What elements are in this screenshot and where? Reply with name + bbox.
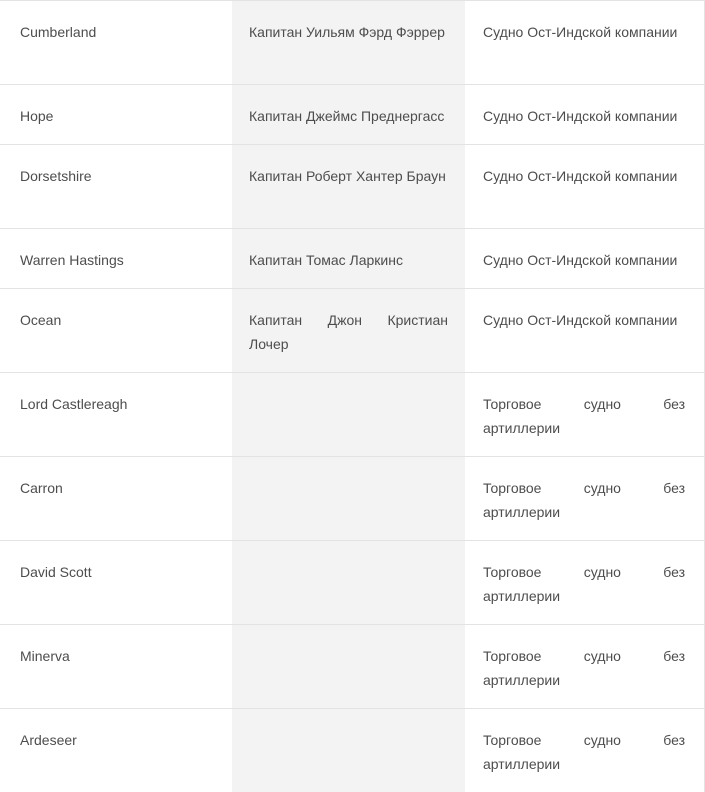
ship-type-cell: Судно Ост-Индской компании [483,312,678,328]
ship-type-cell: Судно Ост-Индской компании [483,24,678,40]
ship-name-cell: Minerva [20,648,70,664]
table-row [0,84,704,144]
ship-name-cell: Ardeseer [20,732,77,748]
ship-name-cell: Ocean [20,312,62,328]
ship-type-cell: Судно Ост-Индской компании [483,168,678,184]
captain-cell [232,541,465,624]
captain-cell: Капитан Уильям Фэрд Фэррер [249,24,445,40]
captain-cell [232,373,465,456]
ship-name-cell: Lord Castlereagh [20,396,128,412]
table-row [0,288,704,372]
table-row [0,540,704,624]
ship-name-cell: Hope [20,108,54,124]
captain-cell: Капитан Джеймс Преднергасс [249,108,445,124]
ship-type-cell: Торговое судно без артиллерии [483,396,685,436]
table-row [0,456,704,540]
ship-name-cell: Carron [20,480,63,496]
captain-cell: Капитан Джон Кристиан Лочер [249,312,448,352]
ship-type-cell: Судно Ост-Индской компании [483,108,678,124]
table-row [0,372,704,456]
ship-type-cell: Торговое судно без артиллерии [483,732,685,772]
captain-cell [232,709,465,791]
captain-cell: Капитан Томас Ларкинс [249,252,403,268]
table-row [0,624,704,708]
table-row [0,228,704,288]
captain-cell [232,625,465,708]
ship-name-cell: Cumberland [20,24,97,40]
ship-type-cell: Судно Ост-Индской компании [483,252,678,268]
ship-name-cell: David Scott [20,564,92,580]
ship-name-cell: Dorsetshire [20,168,92,184]
ship-type-cell: Торговое судно без артиллерии [483,648,685,688]
table-row [0,708,704,791]
ship-type-cell: Торговое судно без артиллерии [483,564,685,604]
table-row [0,144,704,228]
table-row [0,0,704,84]
ship-name-cell: Warren Hastings [20,252,124,268]
captain-cell: Капитан Роберт Хантер Браун [249,168,446,184]
captain-cell [232,457,465,540]
ship-type-cell: Торговое судно без артиллерии [483,480,685,520]
